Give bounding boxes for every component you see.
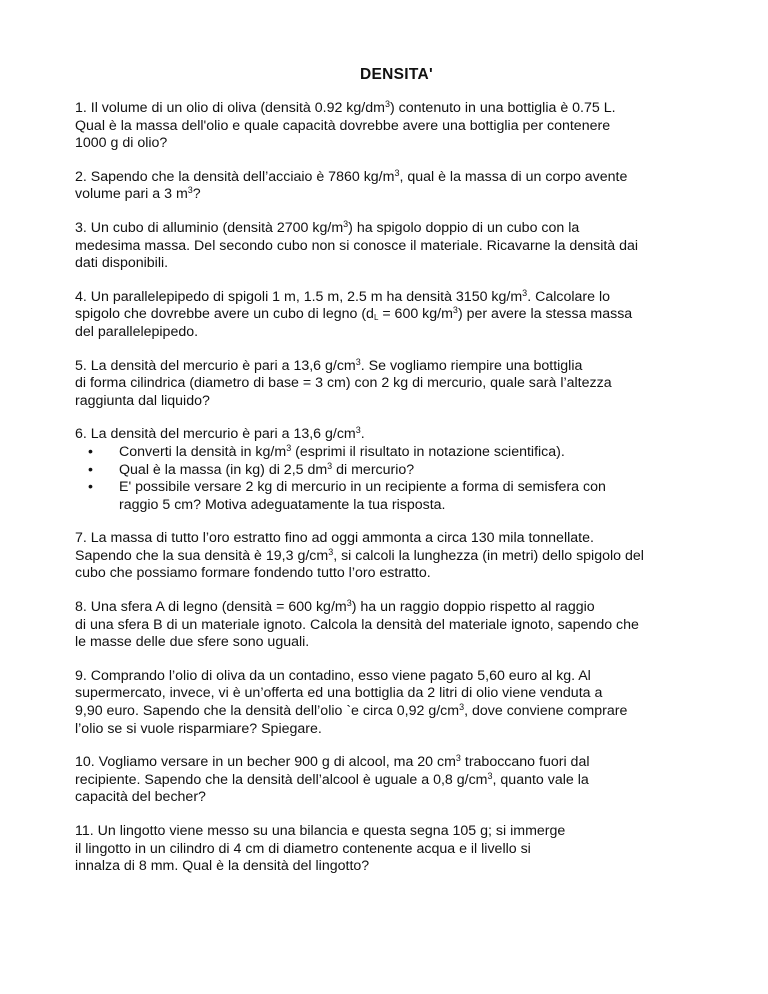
- problem-8-line-3: le masse delle due sfere sono uguali.: [75, 634, 310, 651]
- problem-8: [75, 599, 705, 652]
- problem-4-line-3: del parallelepipedo.: [75, 323, 199, 340]
- problem-3-line-2: medesima massa. Del secondo cubo non si conosce il materiale. Ricavarne la densità dai: [75, 237, 639, 254]
- problem-2-line-1: 2. Sapendo che la densità dell’acciaio è 7860 $kg/m^3$, qual è la massa di un corpo avente: [75, 167, 628, 185]
- bullet-marker: •: [88, 461, 93, 478]
- problem-8-line-1: 8. Una sfera A di legno (densità = 600 $kg/m^3$) ha un raggio doppio rispetto al raggio: [75, 598, 595, 616]
- problem-3-line-1: 3. Un cubo di alluminio (densità 2700 $kg/m^3$) ha spigolo doppio di un cubo con la: [75, 218, 580, 236]
- problem-1-line-1: 1. Il volume di un olio di oliva (densità 0.92 $kg/dm^3$) contenuto in una bottiglia è 0.75 L.: [75, 99, 616, 116]
- problem-9-line-1: 9. Comprando l’olio di oliva da un contadino, esso viene pagato 5,60 euro al kg. Al: [75, 667, 591, 684]
- problem-9-line-4: l’olio se si vuole risparmiare? Spiegare.: [75, 720, 322, 737]
- problem-11-line-1: 11. Un lingotto viene messo su una bilancia e questa segna 105 g; si immerge: [75, 823, 566, 839]
- document-title: DENSITA': [360, 66, 433, 83]
- problem-1-line-2: Qual è la massa dell'olio e quale capacità dovrebbe avere una bottiglia per contenere: [75, 117, 611, 134]
- problem-4-line-2: spigolo che dovrebbe avere un cubo di legno ($d_L = 600$ $kg/m^3$) per avere la stessa massa: [75, 305, 633, 323]
- problem-6-line-1: 6. La densità del mercurio è pari a 13,6 $g/cm^3$.: [75, 425, 365, 443]
- problem-5-line-2: di forma cilindrica (diametro di base = 3 cm) con 2 kg di mercurio, quale sarà l’altezza: [75, 375, 612, 392]
- problem-11-line-3: innalza di 8 mm. Qual è la densità del lingotto?: [75, 858, 370, 875]
- problem-6-bullet-list: [75, 444, 705, 514]
- problem-7-line-1: 7. La massa di tutto l’oro estratto fino ad oggi ammonta a circa 130 mila tonnellate.: [75, 530, 594, 547]
- problem-9-line-3: 9,90 euro. Sapendo che la densità dell’olio `e circa 0,92 $g/cm^3$, dove conviene comprare: [75, 702, 628, 720]
- problem-1-line-3: 1000 g di olio?: [75, 135, 168, 152]
- problem-8-line-2: di una sfera B di un materiale ignoto. Calcola la densità del materiale ignoto, sapendo che: [75, 616, 639, 633]
- problem-5-line-1: 5. La densità del mercurio è pari a 13,6 $g/cm^3$. Se vogliamo riempire una bottiglia: [75, 356, 583, 374]
- problem-2-line-2: volume pari a 3 $m^3$?: [75, 185, 201, 203]
- problem-10-line-3: capacità del becher?: [75, 789, 206, 806]
- problem-3: [75, 220, 705, 273]
- problem-10-line-2: recipiente. Sapendo che la densità dell’alcool è uguale a 0,8 $g/cm^3$, quanto vale la: [75, 770, 589, 788]
- problem-5-line-3: raggiunta dal liquido?: [75, 392, 210, 409]
- problem-10: [75, 754, 705, 807]
- list-item: • Qual è la massa (in kg) di 2,5 $dm^3$ di mercurio?: [88, 460, 415, 478]
- bullet-marker: •: [88, 443, 93, 460]
- problem-1: [75, 100, 705, 153]
- problem-10-line-1: 10. Vogliamo versare in un becher 900 g di alcool, ma 20 $cm^3$ traboccano fuori dal: [75, 753, 590, 771]
- problem-2: [75, 169, 705, 204]
- problem-7-line-2: Sapendo che la sua densità è 19,3 $g/cm^3$, si calcoli la lunghezza (in metri) dello spigolo del: [75, 546, 644, 564]
- problem-6: [75, 426, 705, 514]
- problem-5: [75, 358, 705, 411]
- problem-9-line-2: supermercato, invece, vi è un’offerta ed una bottiglia da 2 litri di olio viene venduta a: [75, 685, 603, 702]
- problem-3-line-3: dati disponibili.: [75, 255, 169, 272]
- list-item: • Converti la densità in $kg/m^3$ (esprimi il risultato in notazione scientifica).: [88, 442, 565, 460]
- problem-4: [75, 289, 705, 342]
- problem-11-line-2: il lingotto in un cilindro di 4 cm di diametro contenente acqua e il livello si: [75, 840, 531, 857]
- problem-7: [75, 530, 705, 583]
- problem-4-line-1: 4. Un parallelepipedo di spigoli 1 m, 1.5 m, 2.5 m ha densità 3150 $kg/m^3$. Calcolare lo: [75, 287, 610, 305]
- bullet-marker: •: [88, 479, 93, 496]
- problem-9: [75, 668, 705, 738]
- list-item: • E' possibile versare 2 kg di mercurio in un recipiente a forma di semisfera con raggio 5 cm? Motiva adeguatamente la tua risposta.: [88, 479, 606, 513]
- problem-11: [75, 823, 705, 876]
- problem-7-line-3: cubo che possiamo formare fondendo tutto l’oro estratto.: [75, 565, 431, 582]
